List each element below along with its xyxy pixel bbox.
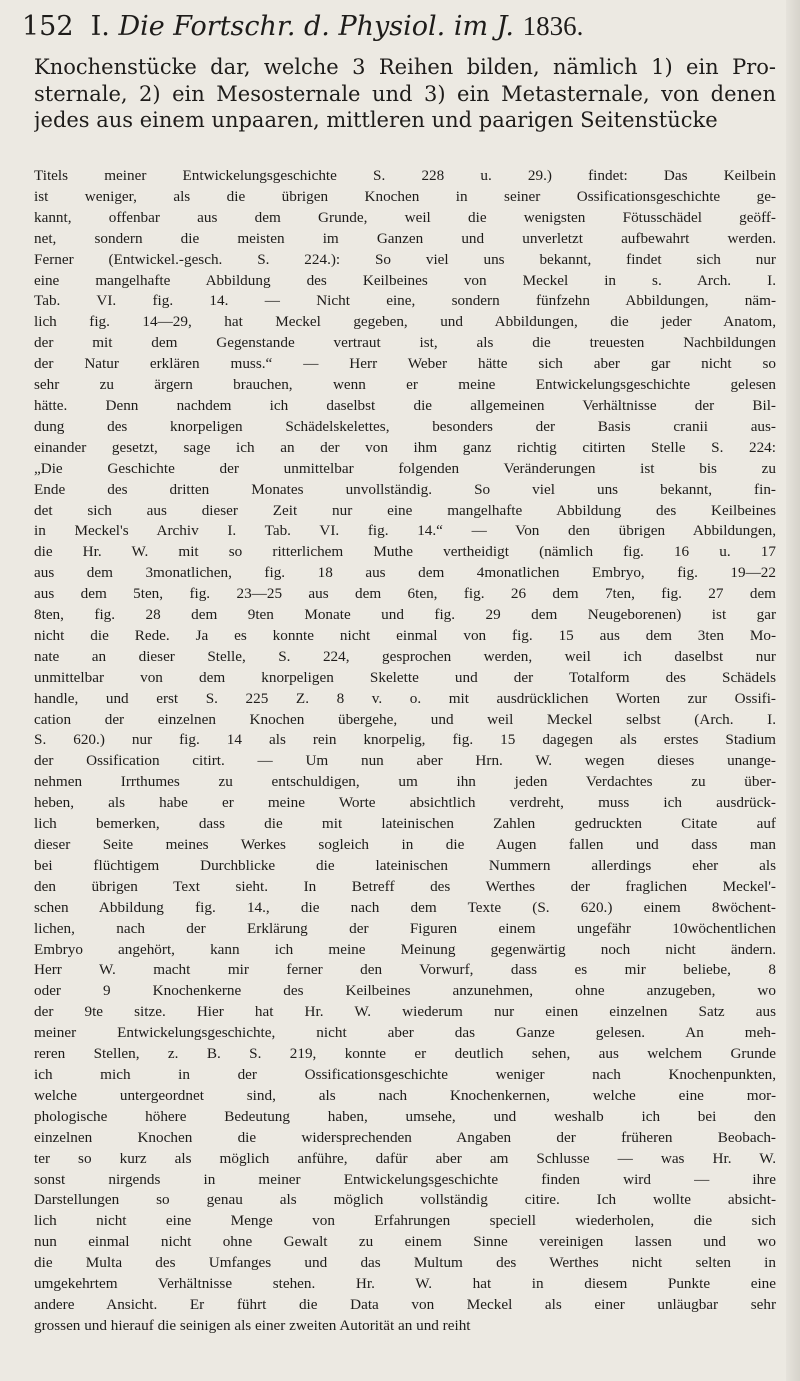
page-edge (786, 0, 800, 1381)
text-line: Ferner (Entwickel.-gesch. S. 224.): So viel uns bekannt, findet sich nur (34, 250, 776, 268)
text-line: welche untergeordnet sind, als nach Knochenkernen, welche eine mor- (34, 1086, 776, 1104)
text-line: der 9te sitze. Hier hat Hr. W. wiederum nur einen einzelnen Satz aus (34, 1003, 776, 1021)
text-line: unmittelbar von dem knorpeligen Skelette und der Totalform des Schädels (34, 668, 776, 686)
text-line: det sich aus dieser Zeit nur eine mangelhafte Abbildung des Keilbeines (34, 501, 776, 519)
running-header (22, 10, 782, 43)
text-line: hätte. Denn nachdem ich daselbst die allgemeinen Verhältnisse der Bil- (34, 396, 776, 414)
text-line: kannt, offenbar aus dem Grunde, weil die wenigsten Fötusschädel geöff- (34, 208, 776, 226)
text-line: bei flüchtigem Durchblicke die lateinischen Nummern allerdings eher als (34, 856, 776, 874)
text-line: dung des knorpeligen Schädelskelettes, besonders der Basis cranii aus- (34, 417, 776, 435)
text-line: der Natur erklären muss.“ — Herr Weber hätte sich aber gar nicht so (34, 355, 776, 373)
running-title: Die Fortschr. d. Physiol. im J. (118, 11, 514, 42)
text-line: lichen, nach der Erklärung der Figuren einem ungefähr 10wöchentlichen (34, 919, 776, 937)
text-line: lich fig. 14—29, hat Meckel gegeben, und Abbildungen, die jeder Anatom, (34, 313, 776, 331)
text-line: Tab. VI. fig. 14. — Nicht eine, sondern fünfzehn Abbildungen, näm- (34, 292, 776, 310)
text-line: dieser Seite meines Werkes sogleich in die Augen fallen und dass man (34, 836, 776, 853)
text-line: nicht die Rede. Ja es konnte nicht einmal von fig. 15 aus dem 3ten Mo- (34, 626, 776, 644)
text-line: ist weniger, als die übrigen Knochen in seiner Ossificationsgeschichte ge- (34, 187, 776, 205)
text-line: sonst nirgends in meiner Entwickelungsgeschichte finden wird — ihre (34, 1170, 776, 1188)
text-line: Herr W. macht mir ferner den Vorwurf, dass es mir beliebe, 8 (34, 961, 776, 979)
text-line: aus dem 3monatlichen, fig. 18 aus dem 4monatlichen Embryo, fig. 19—22 (34, 564, 776, 582)
text-line: Darstellungen so genau als möglich vollständig citire. Ich wollte absicht- (34, 1191, 776, 1209)
text-line: die Hr. W. mit so ritterlichem Muthe vertheidigt (nämlich fig. 16 u. 17 (34, 543, 776, 561)
text-line: der mit dem Gegenstande vertraut ist, als die treuesten Nachbildungen (34, 334, 776, 352)
text-line: net, sondern die meisten im Ganzen und unverletzt aufbewahrt werden. (34, 229, 776, 247)
text-line: ich mich in der Ossificationsgeschichte weniger nach Knochenpunkten, (34, 1065, 776, 1083)
text-line: Titels meiner Entwickelungsgeschichte S. 228 u. 29.) findet: Das Keilbein (34, 167, 776, 184)
section-number: I. (90, 11, 110, 42)
text-line: der Ossification citirt. — Um nun aber Hrn. W. wegen dieses unange- (34, 752, 776, 770)
text-line: reren Stellen, z. B. S. 219, konnte er deutlich sehen, aus welchem Grunde (34, 1045, 776, 1063)
text-line: jedes aus einem unpaaren, mittleren und paarigen Seitenstücke (34, 108, 718, 132)
text-line: einzelnen Knochen die widersprechenden Angaben der früheren Beobach- (34, 1128, 776, 1146)
text-line: meiner Entwickelungsgeschichte, nicht aber das Ganze gelesen. An meh- (34, 1024, 776, 1042)
text-line: ter so kurz als möglich anführe, dafür aber am Schlusse — was Hr. W. (34, 1149, 776, 1167)
year: 1836. (522, 11, 584, 41)
text-line: die Multa des Umfanges und das Multum des Werthes nicht selten in (34, 1254, 776, 1272)
footnote-text (34, 166, 776, 1337)
text-line: einander gesetzt, sage ich an der von ihm ganz richtig citirten Stelle S. 224: (34, 438, 776, 456)
text-line: Knochenstücke dar, welche 3 Reihen bilden, nämlich 1) ein Pro- (34, 55, 776, 79)
text-line: andere Ansicht. Er führt die Data von Meckel als einer unläugbar sehr (34, 1295, 776, 1313)
text-line: Embryo angehört, kann ich meine Meinung gegenwärtig noch nicht ändern. (34, 940, 776, 958)
text-line: aus dem 5ten, fig. 23—25 aus dem 6ten, fig. 26 dem 7ten, fig. 27 dem (34, 585, 776, 603)
text-line: in Meckel's Archiv I. Tab. VI. fig. 14.“ — Von den übrigen Abbildungen, (34, 522, 776, 540)
text-line: nun einmal nicht ohne Gewalt zu einem Sinne vereinigen lassen und wo (34, 1233, 776, 1251)
text-line: S. 620.) nur fig. 14 als rein knorpelig, fig. 15 dagegen als erstes Stadium (34, 731, 776, 749)
text-line: grossen und hierauf die seinigen als einer zweiten Autorität an und reiht (34, 1316, 471, 1334)
page-number: 152 (22, 11, 74, 42)
text-line: Ende des dritten Monates unvollständig. So viel uns bekannt, fin- (34, 480, 776, 498)
text-line: oder 9 Knochenkerne des Keilbeines anzunehmen, ohne anzugeben, wo (34, 982, 776, 1000)
text-line: sternale, 2) ein Mesosternale und 3) ein Metasternale, von denen (34, 81, 776, 106)
text-line: heben, als habe er meine Worte absichtlich verdreht, muss ich ausdrück- (34, 794, 776, 812)
text-line: sehr zu ärgern brauchen, wenn er meine Entwickelungsgeschichte gelesen (34, 376, 776, 394)
text-line: handle, und erst S. 225 Z. 8 v. o. mit ausdrücklichen Worten zur Ossifi- (34, 689, 776, 707)
text-line: umgekehrtem Verhältnisse stehen. Hr. W. hat in diesem Punkte eine (34, 1275, 776, 1293)
text-line: lich bemerken, dass die mit lateinischen Zahlen gedruckten Citate auf (34, 815, 776, 833)
text-line: lich nicht eine Menge von Erfahrungen speciell wiederholen, die sich (34, 1212, 776, 1230)
text-line: „Die Geschichte der unmittelbar folgenden Veränderungen ist bis zu (34, 459, 776, 477)
text-line: phologische höhere Bedeutung haben, umsehe, und weshalb ich bei den (34, 1107, 776, 1125)
text-line: schen Abbildung fig. 14., die nach dem Texte (S. 620.) einem 8wöchent- (34, 898, 776, 916)
text-line: cation der einzelnen Knochen übergehe, und weil Meckel selbst (Arch. I. (34, 710, 776, 728)
text-line: 8ten, fig. 28 dem 9ten Monate und fig. 29 dem Neugeborenen) ist gar (34, 606, 776, 624)
text-line: nehmen Irrthumes zu entschuldigen, um ihn jeden Verdachtes zu über- (34, 773, 776, 791)
text-line: nate an dieser Stelle, S. 224, gesprochen werden, weil ich daselbst nur (34, 647, 776, 665)
text-line: eine mangelhafte Abbildung des Keilbeines von Meckel in s. Arch. I. (34, 271, 776, 289)
text-line: den übrigen Text sieht. In Betreff des Werthes der fraglichen Meckel'- (34, 877, 776, 895)
main-text-continuation (34, 54, 776, 134)
